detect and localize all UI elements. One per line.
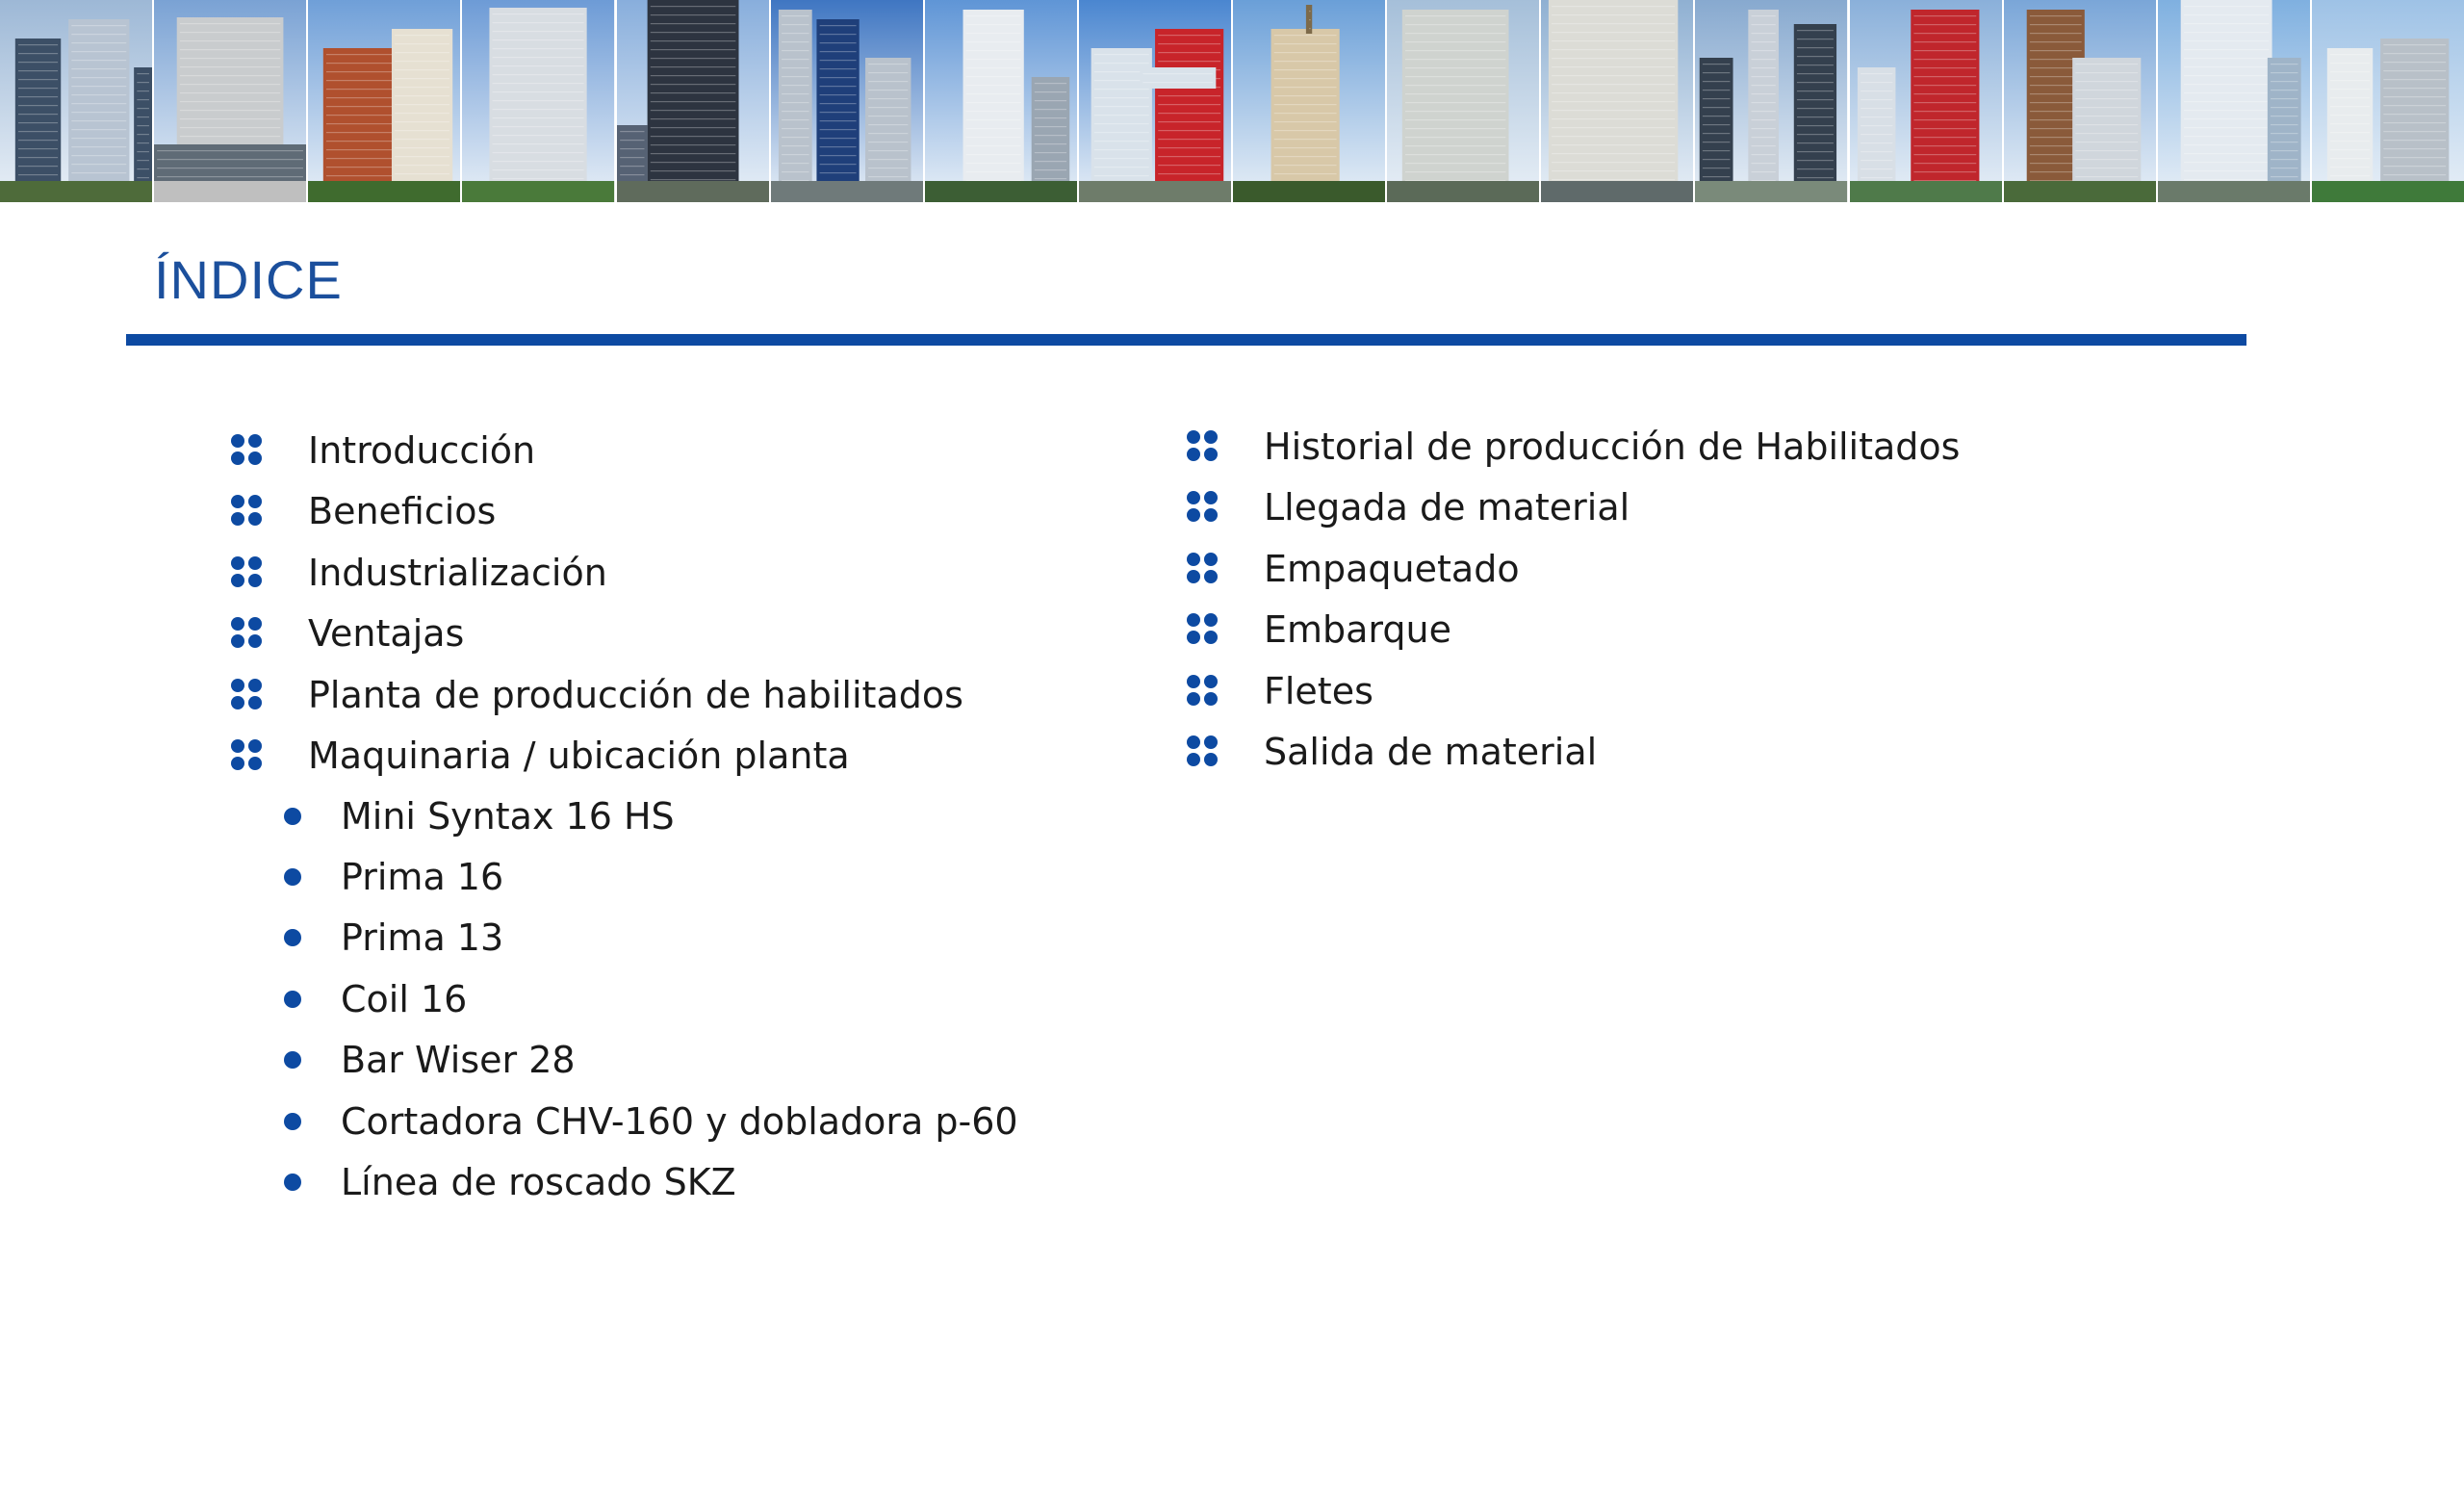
- index-item-label: Fletes: [1264, 669, 1373, 712]
- page-title: ÍNDICE: [154, 249, 343, 310]
- sub-item-label: Prima 16: [341, 856, 504, 899]
- sub-item-label: Línea de roscado SKZ: [341, 1161, 736, 1204]
- four-dots-bullet-icon: [231, 617, 264, 650]
- index-item-historial[interactable]: [1187, 416, 1960, 477]
- index-item-salida[interactable]: [1187, 722, 1960, 784]
- sub-item-linea-roscado[interactable]: [284, 1151, 1018, 1212]
- building-photo: [0, 0, 154, 202]
- four-dots-bullet-icon: [231, 556, 264, 589]
- building-photo: [2158, 0, 2312, 202]
- index-item-label: Ventajas: [308, 612, 465, 656]
- building-photo-banner: [0, 0, 2464, 202]
- index-item-fletes[interactable]: [1187, 660, 1960, 722]
- round-bullet-icon: [284, 1174, 301, 1191]
- sub-item-bar-wiser[interactable]: [284, 1030, 1018, 1091]
- building-photo: [2004, 0, 2158, 202]
- building-photo: [1079, 0, 1233, 202]
- four-dots-bullet-icon: [1187, 491, 1219, 524]
- sub-item-cortadora[interactable]: [284, 1091, 1018, 1151]
- four-dots-bullet-icon: [231, 495, 264, 528]
- building-photo: [308, 0, 462, 202]
- building-photo: [617, 0, 771, 202]
- sub-item-prima-16[interactable]: [284, 846, 1018, 907]
- four-dots-bullet-icon: [1187, 553, 1219, 585]
- round-bullet-icon: [284, 991, 301, 1008]
- sub-item-label: Mini Syntax 16 HS: [341, 794, 675, 838]
- four-dots-bullet-icon: [1187, 430, 1219, 463]
- sub-item-coil-16[interactable]: [284, 968, 1018, 1029]
- sub-item-prima-13[interactable]: [284, 908, 1018, 968]
- building-photo: [771, 0, 925, 202]
- building-photo: [154, 0, 308, 202]
- index-list-right: [1187, 416, 1960, 783]
- index-item-label: Maquinaria / ubicación planta: [308, 735, 850, 778]
- index-item-label: Historial de producción de Habilitados: [1264, 425, 1961, 468]
- sub-item-label: Cortadora CHV-160 y dobladora p-60: [341, 1099, 1018, 1143]
- building-photo: [1387, 0, 1541, 202]
- building-photo: [1850, 0, 2004, 202]
- round-bullet-icon: [284, 808, 301, 825]
- index-item-introduccion[interactable]: [231, 420, 963, 481]
- sub-item-label: Prima 13: [341, 916, 504, 960]
- building-photo: [925, 0, 1079, 202]
- four-dots-bullet-icon: [1187, 675, 1219, 708]
- index-item-embarque[interactable]: [1187, 600, 1960, 661]
- index-item-empaquetado[interactable]: [1187, 538, 1960, 600]
- index-item-label: Industrialización: [308, 551, 607, 594]
- index-item-industrializacion[interactable]: [231, 542, 963, 604]
- maquinaria-sublist: [284, 786, 1018, 1213]
- four-dots-bullet-icon: [1187, 613, 1219, 646]
- index-item-planta-produccion[interactable]: [231, 664, 963, 726]
- title-underline: [126, 334, 2246, 346]
- sub-item-label: Coil 16: [341, 977, 468, 1020]
- building-photo: [462, 0, 616, 202]
- round-bullet-icon: [284, 1051, 301, 1069]
- building-photo: [1541, 0, 1695, 202]
- four-dots-bullet-icon: [1187, 735, 1219, 768]
- index-item-label: Empaquetado: [1264, 547, 1520, 590]
- four-dots-bullet-icon: [231, 679, 264, 711]
- round-bullet-icon: [284, 929, 301, 946]
- index-item-label: Beneficios: [308, 490, 497, 533]
- sub-item-mini-syntax[interactable]: [284, 786, 1018, 846]
- building-photo: [2312, 0, 2464, 202]
- index-item-label: Llegada de material: [1264, 486, 1630, 529]
- four-dots-bullet-icon: [231, 739, 264, 772]
- round-bullet-icon: [284, 868, 301, 886]
- sub-item-label: Bar Wiser 28: [341, 1039, 576, 1082]
- index-list-left: [231, 420, 963, 787]
- round-bullet-icon: [284, 1113, 301, 1130]
- index-item-label: Introducción: [308, 428, 536, 472]
- four-dots-bullet-icon: [231, 434, 264, 467]
- index-item-beneficios[interactable]: [231, 481, 963, 543]
- index-item-label: Salida de material: [1264, 731, 1598, 774]
- index-item-ventajas[interactable]: [231, 604, 963, 665]
- building-photo: [1695, 0, 1849, 202]
- index-item-label: Planta de producción de habilitados: [308, 673, 963, 716]
- index-item-llegada[interactable]: [1187, 477, 1960, 539]
- building-photo: [1233, 0, 1387, 202]
- index-item-maquinaria[interactable]: [231, 726, 963, 787]
- index-item-label: Embarque: [1264, 608, 1451, 652]
